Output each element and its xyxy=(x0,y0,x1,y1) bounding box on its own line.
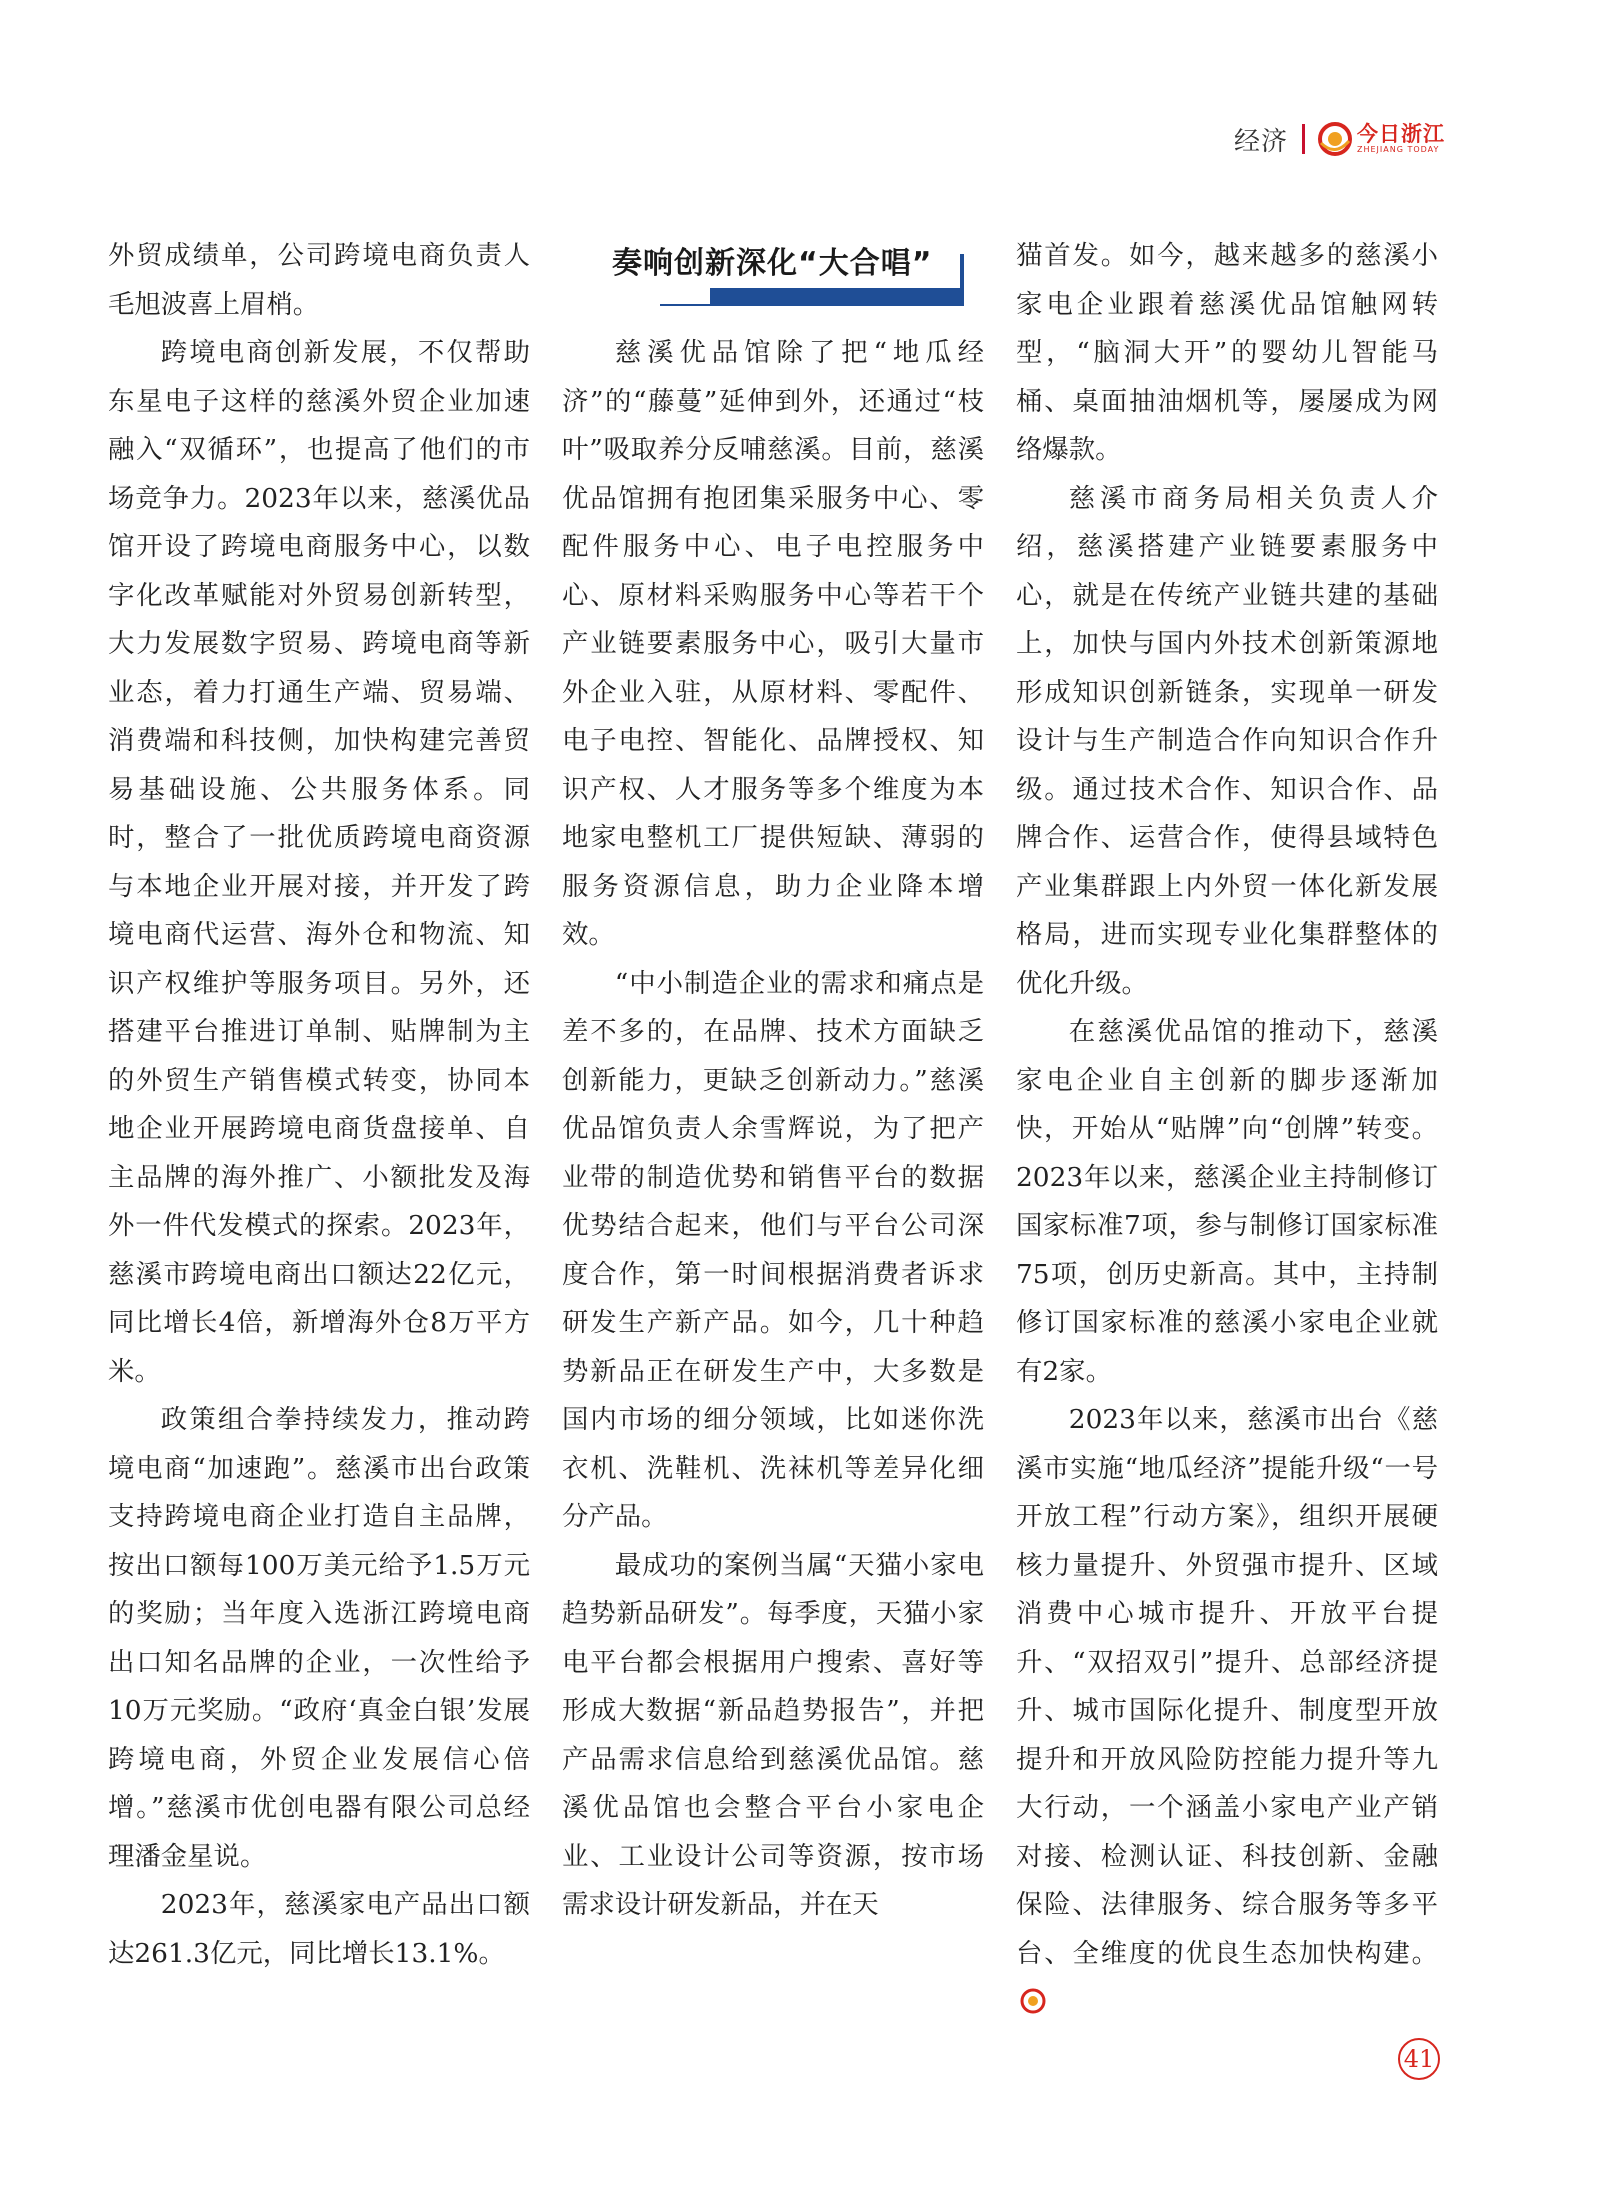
paragraph: 慈溪市商务局相关负责人介绍，慈溪搭建产业链要素服务中心，就是在传统产业链共建的基础上，加快与国内外技术创新策源地形成知识创新链条，实现单一研发设计与生产制造合作向知识合作升级。通过技术合作、知识合作、品牌合作、运营合作，使得县域特色产业集群跟上内外贸一体化新发展格局，进而实现专业化集群整体的优化升级。 xyxy=(1016,482,1438,999)
logo-swirl-icon xyxy=(1317,121,1353,157)
subheading-text: 奏响创新深化“大合唱” xyxy=(612,246,933,281)
logo-text: 今日浙江 xyxy=(1357,122,1445,146)
paragraph: 政策组合拳持续发力，推动跨境电商“加速跑”。慈溪市出台政策支持跨境电商企业打造自主品牌，按出口额每100万美元给予1.5万元的奖励；当年度入选浙江跨境电商出口知名品牌的企业，一次性给予10万元奖励。“政府‘真金白银’发展跨境电商，外贸企业发展信心倍增。”慈溪市优创电器有限公司总经理潘金星说。 xyxy=(108,1404,530,1872)
section-label: 经济 xyxy=(1233,126,1288,157)
page-number: 41 xyxy=(1398,2038,1440,2080)
paragraph: 在慈溪优品馆的推动下，慈溪家电企业自主创新的脚步逐渐加快，开始从“贴牌”向“创牌”转变。2023年以来，慈溪企业主持制修订国家标准7项，参与制修订国家标准75项，创历史新高。其中，主持制修订国家标准的慈溪小家电企业就有2家。 xyxy=(1016,1016,1438,1387)
logo-subtext: ZHEJIANG TODAY xyxy=(1357,145,1440,154)
magazine-logo xyxy=(1317,121,1445,157)
paragraph: “中小制造企业的需求和痛点是差不多的，在品牌、技术方面缺乏创新能力，更缺乏创新动力。”慈溪优品馆负责人余雪辉说，为了把产业带的制造优势和销售平台的数据优势结合起来，他们与平台公司深度合作，第一时间根据消费者诉求研发生产新产品。如今，几十种趋势新品正在研发生产中，大多数是国内市场的细分领域，比如迷你洗衣机、洗鞋机、洗袜机等差异化细分产品。 xyxy=(562,967,984,1532)
paragraph-text: 2023年以来，慈溪市出台《慈溪市实施“地瓜经济”提能升级“一号开放工程”行动方案》，组织开展硬核力量提升、外贸强市提升、区域消费中心城市提升、开放平台提升、“双招双引”提升、总部经济提升、城市国际化提升、制度型开放提升和开放风险防控能力提升等九大行动，一个涵盖小家电产业产销对接、检测认证、科技创新、金融保险、法律服务、综合服务等多平台、全维度的优良生态加快构建。 xyxy=(1016,1404,1438,1969)
paragraph: 2023年，慈溪家电产品出口额达261.3亿元，同比增长13.1%。 xyxy=(108,1889,530,1969)
paragraph: 慈溪优品馆除了把“地瓜经济”的“藤蔓”延伸到外，还通过“枝叶”吸取养分反哺慈溪。目前，慈溪优品馆拥有抱团集采服务中心、零配件服务中心、电子电控服务中心、原材料采购服务中心等若干个产业链要素服务中心，吸引大量市外企业入驻，从原材料、零配件、电子电控、智能化、品牌授权、知识产权、人才服务等多个维度为本地家电整机工厂提供短缺、薄弱的服务资源信息，助力企业降本增效。 xyxy=(562,337,984,950)
article-column-3 xyxy=(1016,232,1438,2027)
section-subheading xyxy=(582,234,982,312)
article-column-2 xyxy=(562,329,984,1930)
paragraph-last xyxy=(1016,1396,1438,2027)
paragraph: 最成功的案例当属“天猫小家电趋势新品研发”。每季度，天猫小家电平台都会根据用户搜索、喜好等形成大数据“新品趋势报告”，并把产品需求信息给到慈溪优品馆。慈溪优品馆也会整合平台小家电企业、工业设计公司等资源，按市场需求设计研发新品，并在天 xyxy=(562,1549,984,1920)
paragraph: 外贸成绩单，公司跨境电商负责人毛旭波喜上眉梢。 xyxy=(108,240,530,320)
subheading-bar xyxy=(710,288,960,306)
page-header xyxy=(1234,118,1445,160)
article-column-1 xyxy=(108,232,530,1978)
paragraph: 跨境电商创新发展，不仅帮助东星电子这样的慈溪外贸企业加速融入“双循环”，也提高了他们的市场竞争力。2023年以来，慈溪优品馆开设了跨境电商服务中心，以数字化改革赋能对外贸易创新转型，大力发展数字贸易、跨境电商等新业态，着力打通生产端、贸易端、消费端和科技侧，加快构建完善贸易基础设施、公共服务体系。同时，整合了一批优质跨境电商资源与本地企业开展对接，并开发了跨境电商代运营、海外仓和物流、知识产权维护等服务项目。另外，还搭建平台推进订单制、贴牌制为主的外贸生产销售模式转变，协同本地企业开展跨境电商货盘接单、自主品牌的海外推广、小额批发及海外一件代发模式的探索。2023年，慈溪市跨境电商出口额达22亿元，同比增长4倍，新增海外仓8万平方米。 xyxy=(108,337,530,1387)
paragraph: 猫首发。如今，越来越多的慈溪小家电企业跟着慈溪优品馆触网转型，“脑洞大开”的婴幼儿智能马桶、桌面抽油烟机等，屡屡成为网络爆款。 xyxy=(1016,240,1438,465)
header-divider xyxy=(1302,124,1305,154)
subheading-vertical-bar xyxy=(960,254,964,306)
end-of-article-icon xyxy=(1020,1988,1046,2014)
